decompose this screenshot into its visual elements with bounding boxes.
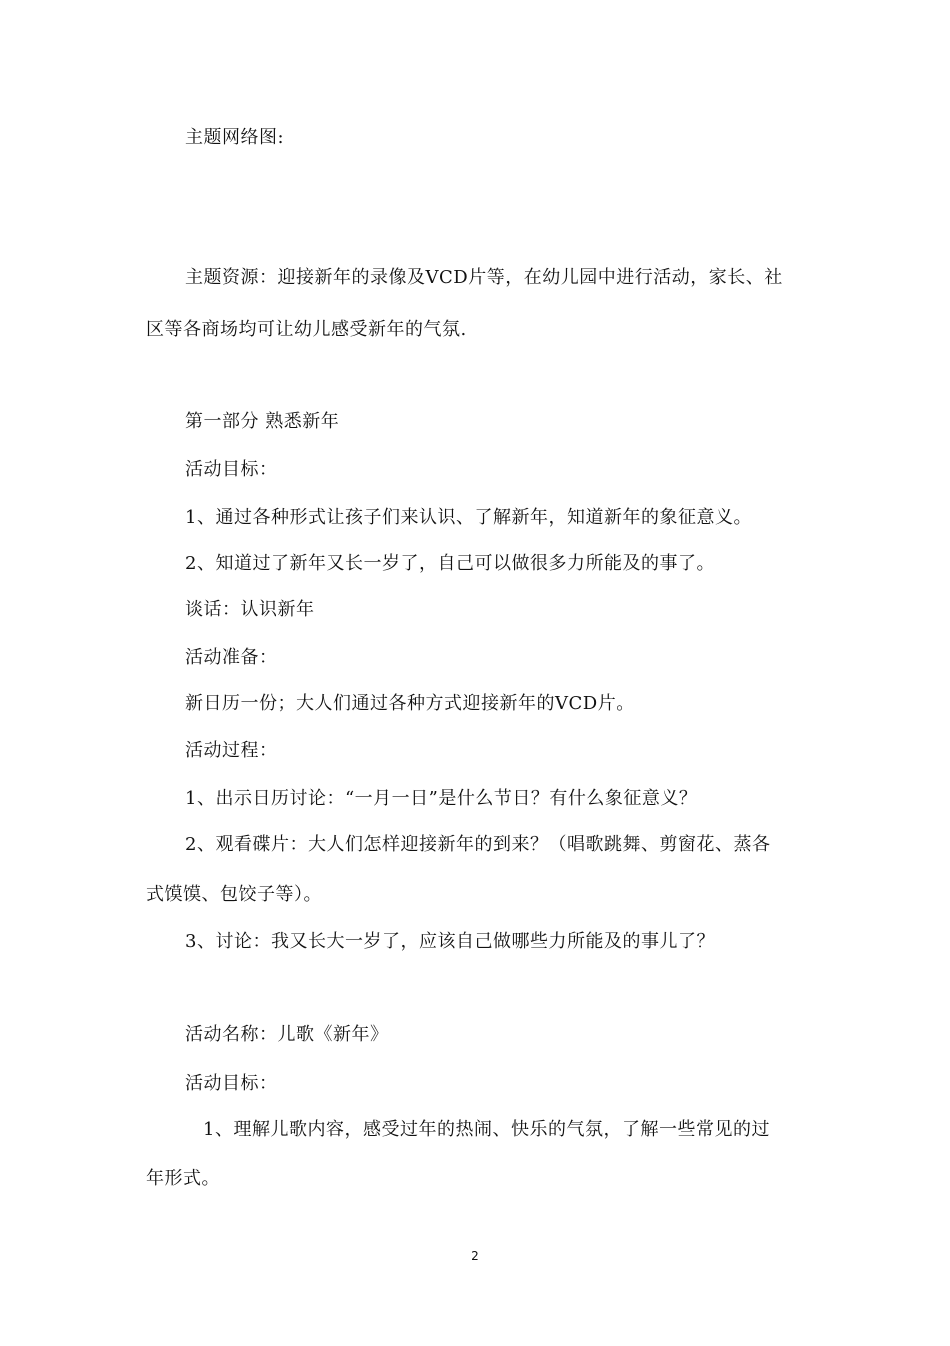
activity2-goals-label: 活动目标： (185, 1073, 278, 1094)
part1-goal-1: 1、通过各种形式让孩子们来认识、了解新年，知道新年的象征意义。 (185, 507, 752, 528)
page-number: 2 (471, 1249, 479, 1263)
process-step-1: 1、出示日历讨论：“一月一日”是什么节日？有什么象征意义？ (185, 788, 698, 809)
theme-resources-line-1: 主题资源：迎接新年的录像及VCD片等，在幼儿园中进行活动，家长、社 (185, 267, 783, 288)
part1-goal-2: 2、知道过了新年又长一岁了，自己可以做很多力所能及的事了。 (185, 553, 715, 574)
activity2-name: 活动名称：儿歌《新年》 (185, 1024, 389, 1045)
theme-resources-line-2: 区等各商场均可让幼儿感受新年的气氛. (146, 319, 467, 340)
talk-title: 谈话：认识新年 (185, 599, 315, 620)
process-step-3: 3、讨论：我又长大一岁了，应该自己做哪些力所能及的事儿了？ (185, 931, 715, 952)
part1-goals-label: 活动目标： (185, 459, 278, 480)
theme-network-label: 主题网络图: (185, 127, 285, 148)
prep-text: 新日历一份；大人们通过各种方式迎接新年的VCD片。 (185, 693, 635, 714)
prep-label: 活动准备： (185, 647, 278, 668)
process-label: 活动过程： (185, 740, 278, 761)
activity2-goal-1-line-1: 1、理解儿歌内容，感受过年的热闹、快乐的气氛，了解一些常见的过 (203, 1119, 770, 1140)
part1-title: 第一部分 熟悉新年 (185, 411, 340, 432)
activity2-goal-1-line-2: 年形式。 (146, 1168, 220, 1189)
process-step-2-line-1: 2、观看碟片：大人们怎样迎接新年的到来？（唱歌跳舞、剪窗花、蒸各 (185, 834, 771, 855)
process-step-2-line-2: 式馍馍、包饺子等）。 (146, 884, 322, 905)
